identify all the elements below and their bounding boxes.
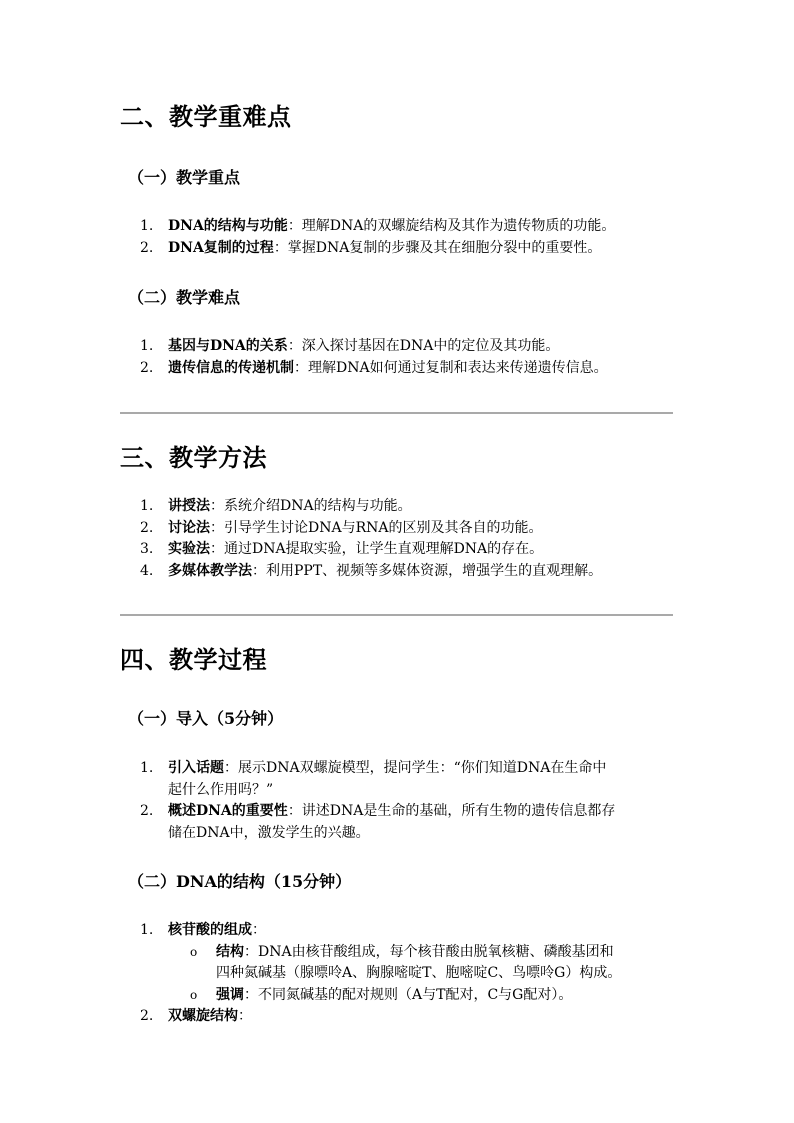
- section-heading-teaching-key-points: 二、教学重难点: [120, 102, 292, 131]
- list-item: 2. 概述DNA的重要性：讲述DNA是生命的基础，所有生物的遗传信息都存 储在DNA中，激发学生的兴趣。: [140, 803, 616, 841]
- section-heading-teaching-process: 四、教学过程: [120, 645, 267, 674]
- list-item: 4. 多媒体教学法：利用PPT、视频等多媒体资源，增强学生的直观理解。: [140, 562, 603, 579]
- introduction-list: [140, 758, 615, 844]
- list-item: 1. 讲授法：系统介绍DNA的结构与功能。: [140, 498, 412, 514]
- list-item: 2. 讨论法：引导学生讨论DNA与RNA的区别及其各自的功能。: [140, 519, 543, 536]
- difficult-points-list: [140, 336, 608, 379]
- list-item: 3. 实验法：通过DNA提取实验，让学生直观理解DNA的存在。: [140, 541, 544, 557]
- nested-list: [168, 942, 621, 1007]
- teaching-methods-list: [140, 496, 602, 582]
- divider: [120, 614, 673, 616]
- subheading-introduction: （一）导入（5分钟）: [128, 709, 284, 728]
- key-points-list: [140, 216, 615, 259]
- list-item: 1. 引入话题：展示DNA双螺旋模型，提问学生：“你们知道DNA在生命中 起什么作用吗？”: [140, 760, 607, 798]
- list-item: 2. 遗传信息的传递机制：理解DNA如何通过复制和表达来传递遗传信息。: [140, 359, 608, 376]
- nested-list-item: o 结构：DNA由核苷酸组成，每个核苷酸由脱氧核糖、磷酸基团和 四种氮碱基（腺嘌呤A、胸腺嘧啶T、胞嘧啶C、鸟嘌呤G）构成。: [190, 943, 622, 981]
- list-item: 1. 核苷酸的组成： o 结构：DNA由核苷酸组成，每个核苷酸由脱氧核糖、磷酸基团和 四种氮碱基（腺嘌呤A、胸腺嘧啶T、胞嘧啶C、鸟嘌呤G）构成。 o 强调：不同氮碱基的配对规则（A与T配对，C与G配对）。: [140, 920, 621, 1006]
- list-item: 1. 基因与DNA的关系：深入探讨基因在DNA中的定位及其功能。: [140, 338, 560, 354]
- section-heading-teaching-methods: 三、教学方法: [120, 443, 267, 472]
- subheading-key-points: （一）教学重点: [128, 168, 241, 187]
- list-item: 2. 双螺旋结构：: [140, 1008, 252, 1024]
- divider: [120, 412, 673, 414]
- subheading-dna-structure: （二）DNA的结构（15分钟）: [128, 872, 352, 891]
- subheading-difficult-points: （二）教学难点: [128, 288, 241, 307]
- list-item: 2. DNA复制的过程：掌握DNA复制的步骤及其在细胞分裂中的重要性。: [140, 239, 602, 256]
- dna-structure-list: [140, 920, 621, 1028]
- nested-list-item: o 强调：不同氮碱基的配对规则（A与T配对，C与G配对）。: [190, 986, 573, 1003]
- list-item: 1. DNA的结构与功能：理解DNA的双螺旋结构及其作为遗传物质的功能。: [140, 218, 616, 234]
